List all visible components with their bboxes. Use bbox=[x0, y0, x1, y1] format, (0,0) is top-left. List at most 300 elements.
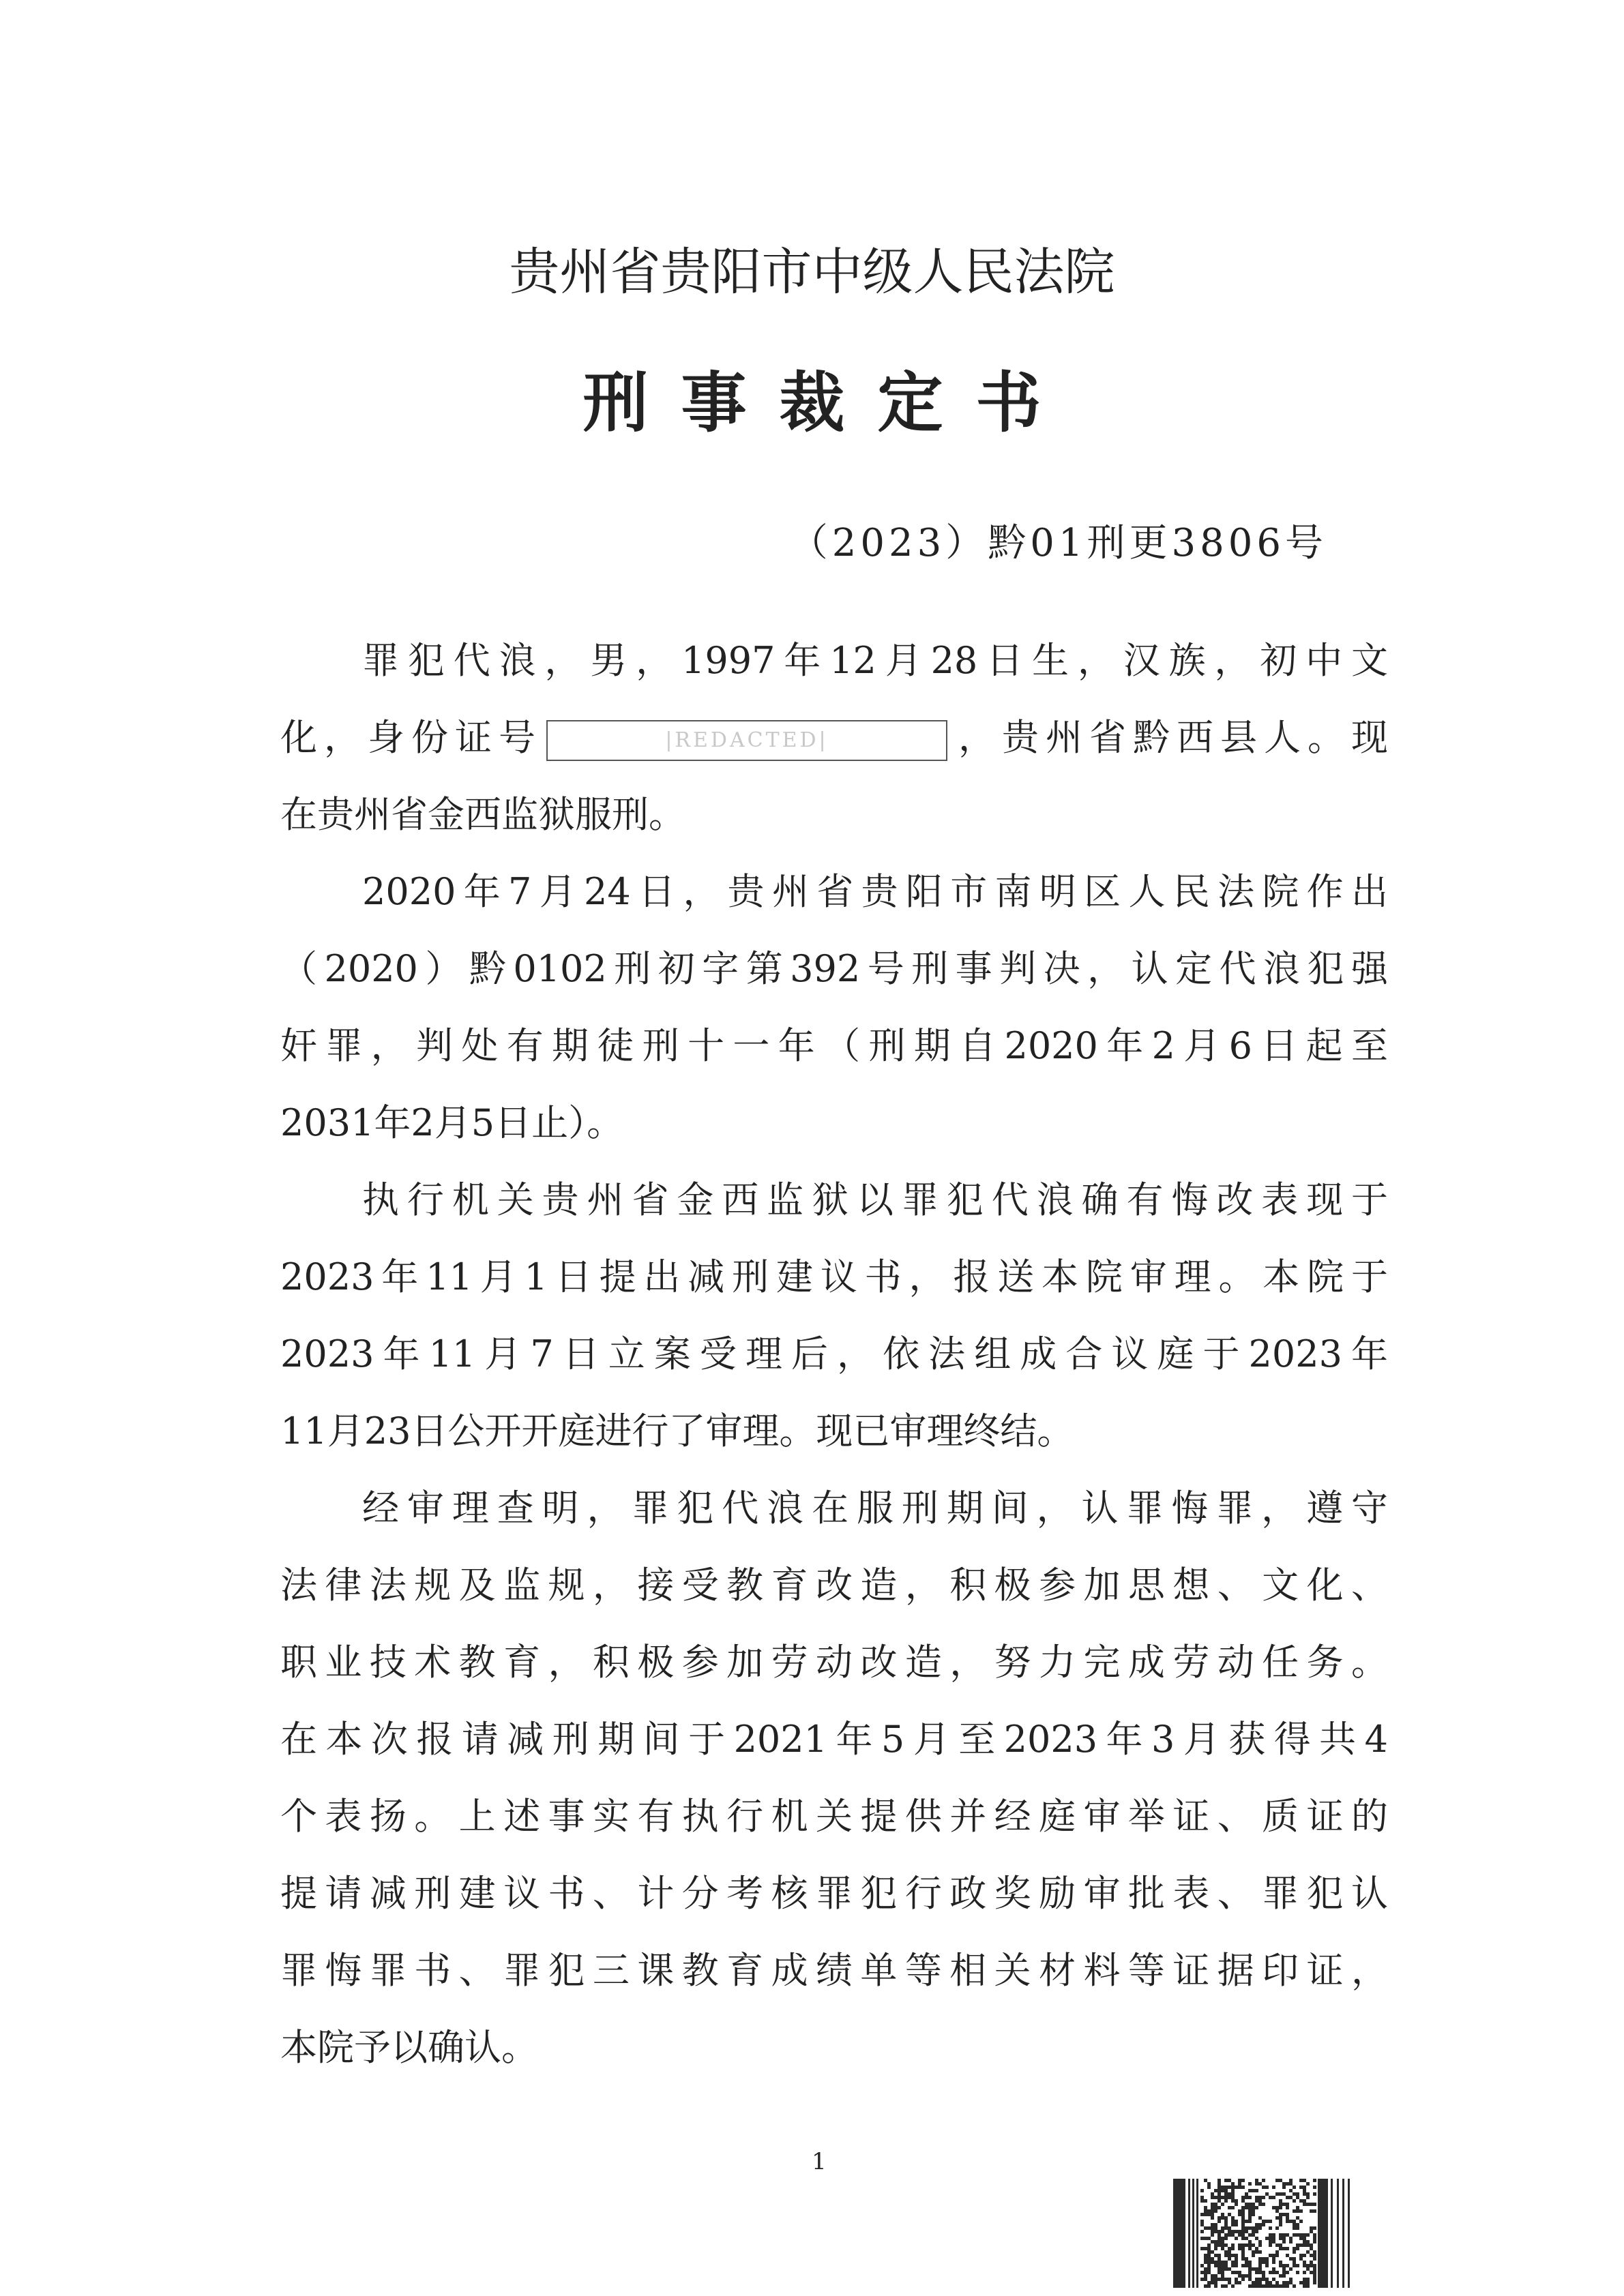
barcode-bar bbox=[1269, 2284, 1272, 2288]
barcode-bar bbox=[1279, 2179, 1282, 2182]
barcode-bar bbox=[1310, 2247, 1313, 2250]
barcode-bar bbox=[1204, 2254, 1207, 2257]
barcode-bar bbox=[1255, 2230, 1258, 2233]
barcode-bar bbox=[1200, 2223, 1204, 2226]
barcode-bar bbox=[1200, 2220, 1204, 2223]
barcode-bar bbox=[1248, 2189, 1252, 2192]
barcode-bar bbox=[1269, 2237, 1272, 2240]
barcode-bar bbox=[1306, 2278, 1310, 2281]
barcode-bar bbox=[1279, 2237, 1282, 2240]
barcode-bar bbox=[1245, 2261, 1248, 2264]
barcode-bar bbox=[1245, 2220, 1248, 2223]
barcode-bar bbox=[1258, 2240, 1262, 2243]
barcode-bar bbox=[1258, 2257, 1262, 2261]
barcode-bar bbox=[1207, 2257, 1211, 2261]
barcode-bar bbox=[1293, 2192, 1296, 2196]
barcode-bar bbox=[1217, 2240, 1221, 2243]
barcode-bar bbox=[1272, 2254, 1275, 2257]
barcode-bar bbox=[1286, 2284, 1289, 2288]
paragraph-line: 罪悔罪书、罪犯三课教育成绩单等相关材料等证据印证， bbox=[280, 1949, 1388, 1992]
barcode-bar bbox=[1245, 2257, 1248, 2261]
barcode-bar bbox=[1228, 2257, 1231, 2261]
barcode-bar bbox=[1293, 2199, 1296, 2203]
barcode-bar bbox=[1299, 2257, 1303, 2261]
barcode-bar bbox=[1255, 2284, 1258, 2288]
barcode-bar bbox=[1238, 2247, 1241, 2250]
barcode-bar bbox=[1211, 2213, 1214, 2216]
barcode-bar bbox=[1221, 2226, 1224, 2230]
barcode-bar bbox=[1231, 2199, 1235, 2203]
barcode-bar bbox=[1303, 2281, 1306, 2284]
barcode-bar bbox=[1224, 2179, 1228, 2182]
barcode-bar bbox=[1204, 2179, 1207, 2182]
barcode-bar bbox=[1279, 2192, 1282, 2196]
barcode-bar bbox=[1231, 2264, 1235, 2267]
barcode-bar bbox=[1255, 2223, 1258, 2226]
barcode-bar bbox=[1289, 2220, 1293, 2223]
barcode-bar bbox=[1296, 2264, 1299, 2267]
barcode-bar bbox=[1231, 2223, 1235, 2226]
barcode-bar bbox=[1241, 2233, 1245, 2237]
barcode-bar bbox=[1238, 2230, 1241, 2233]
barcode-bar bbox=[1296, 2196, 1299, 2199]
barcode-bar bbox=[1228, 2267, 1231, 2271]
barcode-bar bbox=[1252, 2267, 1255, 2271]
barcode-bar bbox=[1265, 2278, 1269, 2281]
barcode-bar bbox=[1313, 2267, 1316, 2271]
barcode-bar bbox=[1293, 2261, 1296, 2264]
barcode-bar bbox=[1255, 2281, 1258, 2284]
barcode-bar bbox=[1306, 2203, 1310, 2206]
barcode-bar bbox=[1282, 2247, 1286, 2250]
barcode-bar bbox=[1299, 2233, 1303, 2237]
barcode-bar bbox=[1200, 2237, 1204, 2240]
barcode-bar bbox=[1272, 2233, 1275, 2237]
barcode-bar bbox=[1217, 2182, 1221, 2186]
barcode-bar bbox=[1211, 2223, 1214, 2226]
barcode-bar bbox=[1313, 2271, 1316, 2274]
barcode-bar bbox=[1217, 2278, 1221, 2281]
barcode-bar bbox=[1211, 2257, 1214, 2261]
barcode-bar bbox=[1310, 2254, 1313, 2257]
barcode-bar bbox=[1211, 2226, 1214, 2230]
barcode-bar bbox=[1204, 2278, 1207, 2281]
barcode-bar bbox=[1265, 2186, 1269, 2189]
barcode-bar bbox=[1228, 2179, 1231, 2182]
barcode-bar bbox=[1306, 2281, 1310, 2284]
barcode-bar bbox=[1255, 2206, 1258, 2209]
barcode-bar bbox=[1207, 2186, 1211, 2189]
barcode-bar bbox=[1224, 2261, 1228, 2264]
barcode-bar bbox=[1204, 2247, 1207, 2250]
barcode-bar bbox=[1262, 2284, 1265, 2288]
barcode-bar bbox=[1272, 2284, 1275, 2288]
barcode-bar bbox=[1224, 2267, 1228, 2271]
barcode-bar bbox=[1248, 2278, 1252, 2281]
barcode-bar bbox=[1211, 2281, 1214, 2284]
barcode-bar bbox=[1303, 2284, 1306, 2288]
barcode-bar bbox=[1231, 2233, 1235, 2237]
barcode-bar bbox=[1279, 2223, 1282, 2226]
barcode-bar bbox=[1306, 2182, 1310, 2186]
barcode-bar bbox=[1207, 2281, 1211, 2284]
barcode-bar bbox=[1207, 2213, 1211, 2216]
barcode-bar bbox=[1228, 2230, 1231, 2233]
barcode-bar bbox=[1238, 2243, 1241, 2247]
barcode-bar bbox=[1310, 2271, 1313, 2274]
barcode-bar bbox=[1241, 2223, 1245, 2226]
barcode-bar bbox=[1303, 2203, 1306, 2206]
barcode-bar bbox=[1275, 2216, 1279, 2220]
barcode-bar bbox=[1262, 2179, 1265, 2182]
barcode-bar bbox=[1207, 2247, 1211, 2250]
barcode-bar bbox=[1214, 2281, 1217, 2284]
case-number: （2023）黔01刑更3806号 bbox=[789, 521, 1327, 565]
redacted-id-box: |REDACTED| bbox=[546, 720, 947, 761]
barcode-bar bbox=[1313, 2254, 1316, 2257]
barcode-bar bbox=[1282, 2182, 1286, 2186]
barcode-bar bbox=[1255, 2179, 1258, 2182]
barcode-bar bbox=[1258, 2278, 1262, 2281]
barcode-bar bbox=[1217, 2257, 1221, 2261]
paragraph-line: 奸罪，判处有期徒刑十一年（刑期自2020年2月6日起至 bbox=[280, 1024, 1388, 1067]
barcode-bar bbox=[1200, 2199, 1204, 2203]
barcode-bar bbox=[1211, 2206, 1214, 2209]
barcode-bar bbox=[1275, 2254, 1279, 2257]
barcode-bar bbox=[1310, 2209, 1313, 2213]
barcode-bar bbox=[1204, 2274, 1207, 2278]
barcode-bar bbox=[1214, 2264, 1217, 2267]
barcode-bar bbox=[1248, 2233, 1252, 2237]
barcode-bar bbox=[1228, 2186, 1231, 2189]
barcode-bar bbox=[1293, 2233, 1296, 2237]
paragraph-line: 执行机关贵州省金西监狱以罪犯代浪确有悔改表现于 bbox=[362, 1178, 1388, 1221]
barcode-bar bbox=[1248, 2209, 1252, 2213]
barcode-bar bbox=[1224, 2223, 1228, 2226]
barcode-bar bbox=[1241, 2230, 1245, 2233]
barcode-bar bbox=[1224, 2254, 1228, 2257]
barcode-bar bbox=[1241, 2196, 1245, 2199]
barcode-bar bbox=[1235, 2186, 1238, 2189]
barcode-bar bbox=[1272, 2257, 1275, 2261]
barcode-bar bbox=[1299, 2186, 1303, 2189]
barcode-bar bbox=[1310, 2230, 1313, 2233]
barcode-bar bbox=[1275, 2271, 1279, 2274]
barcode-bar bbox=[1228, 2250, 1231, 2254]
barcode-bar bbox=[1279, 2203, 1282, 2206]
barcode-bar bbox=[1228, 2206, 1231, 2209]
barcode-bar bbox=[1204, 2199, 1207, 2203]
barcode-bar bbox=[1207, 2226, 1211, 2230]
barcode-bar bbox=[1235, 2203, 1238, 2206]
paragraph-line: 提请减刑建议书、计分考核罪犯行政奖励审批表、罪犯认 bbox=[280, 1872, 1388, 1915]
barcode-bar bbox=[1279, 2284, 1282, 2288]
barcode-bar bbox=[1221, 2247, 1224, 2250]
barcode-bar bbox=[1245, 2196, 1248, 2199]
barcode-bar bbox=[1258, 2267, 1262, 2271]
barcode-bar bbox=[1272, 2206, 1275, 2209]
barcode-bar bbox=[1214, 2243, 1217, 2247]
barcode-bar bbox=[1214, 2261, 1217, 2264]
barcode-bar bbox=[1228, 2226, 1231, 2230]
barcode-bar bbox=[1221, 2203, 1224, 2206]
barcode-bar bbox=[1303, 2264, 1306, 2267]
barcode-bar bbox=[1192, 2179, 1194, 2288]
barcode-bar bbox=[1296, 2226, 1299, 2230]
barcode-bar bbox=[1207, 2254, 1211, 2257]
barcode-bar bbox=[1245, 2203, 1248, 2206]
barcode-bar bbox=[1221, 2189, 1224, 2192]
paragraph-line: 2023年11月7日立案受理后，依法组成合议庭于2023年 bbox=[280, 1332, 1388, 1375]
barcode-bar bbox=[1221, 2196, 1224, 2199]
barcode-bar bbox=[1258, 2250, 1262, 2254]
barcode-bar bbox=[1258, 2223, 1262, 2226]
barcode-bar bbox=[1241, 2213, 1245, 2216]
pdf417-barcode-icon bbox=[1173, 2179, 1352, 2288]
barcode-bar bbox=[1286, 2206, 1289, 2209]
barcode-bar bbox=[1252, 2230, 1255, 2233]
barcode-bar bbox=[1235, 2237, 1238, 2240]
barcode-bar bbox=[1296, 2206, 1299, 2209]
barcode-bar bbox=[1286, 2281, 1289, 2284]
barcode-bar bbox=[1207, 2237, 1211, 2240]
barcode-bar bbox=[1286, 2254, 1289, 2257]
barcode-bar bbox=[1221, 2274, 1224, 2278]
barcode-bar bbox=[1248, 2243, 1252, 2247]
barcode-bar bbox=[1228, 2281, 1231, 2284]
barcode-bar bbox=[1299, 2243, 1303, 2247]
barcode-bar bbox=[1306, 2250, 1310, 2254]
barcode-bar bbox=[1231, 2189, 1235, 2192]
barcode-bar bbox=[1348, 2179, 1350, 2288]
barcode-bar bbox=[1282, 2203, 1286, 2206]
barcode-bar bbox=[1299, 2199, 1303, 2203]
barcode-bar bbox=[1289, 2267, 1293, 2271]
barcode-bar bbox=[1231, 2271, 1235, 2274]
barcode-bar bbox=[1214, 2223, 1217, 2226]
barcode-bar bbox=[1235, 2271, 1238, 2274]
barcode-bar bbox=[1235, 2254, 1238, 2257]
barcode-bar bbox=[1252, 2233, 1255, 2237]
barcode-bar bbox=[1306, 2267, 1310, 2271]
barcode-bar bbox=[1296, 2216, 1299, 2220]
barcode-bar bbox=[1248, 2264, 1252, 2267]
barcode-bar bbox=[1258, 2196, 1262, 2199]
barcode-bar bbox=[1286, 2271, 1289, 2274]
barcode-bar bbox=[1252, 2206, 1255, 2209]
barcode-bar bbox=[1248, 2203, 1252, 2206]
paragraph-line: 罪犯代浪，男，1997年12月28日生，汉族，初中文 bbox=[362, 639, 1388, 682]
barcode-bar bbox=[1289, 2240, 1293, 2243]
barcode-bar bbox=[1217, 2237, 1221, 2240]
barcode-bar bbox=[1231, 2216, 1235, 2220]
barcode-bar bbox=[1217, 2230, 1221, 2233]
barcode-bar bbox=[1231, 2247, 1235, 2250]
barcode-bar bbox=[1214, 2226, 1217, 2230]
barcode-bar bbox=[1296, 2243, 1299, 2247]
barcode-bar bbox=[1299, 2179, 1303, 2182]
barcode-bar bbox=[1217, 2186, 1221, 2189]
barcode-bar bbox=[1204, 2257, 1207, 2261]
barcode-bar bbox=[1296, 2209, 1299, 2213]
barcode-bar bbox=[1282, 2281, 1286, 2284]
barcode-bar bbox=[1275, 2243, 1279, 2247]
barcode-bar bbox=[1282, 2192, 1286, 2196]
barcode-bar bbox=[1217, 2192, 1221, 2196]
barcode-bar bbox=[1207, 2250, 1211, 2254]
barcode-bar bbox=[1272, 2240, 1275, 2243]
court-name: 贵州省贵阳市中级人民法院 bbox=[509, 243, 1115, 301]
barcode-bar bbox=[1318, 2179, 1328, 2288]
barcode-bar bbox=[1238, 2271, 1241, 2274]
barcode-bar bbox=[1282, 2186, 1286, 2189]
barcode-bar bbox=[1207, 2243, 1211, 2247]
barcode-bar bbox=[1313, 2264, 1316, 2267]
barcode-bar bbox=[1279, 2274, 1282, 2278]
barcode-bar bbox=[1241, 2206, 1245, 2209]
barcode-bar bbox=[1313, 2226, 1316, 2230]
barcode-bar bbox=[1303, 2271, 1306, 2274]
barcode-bar bbox=[1313, 2281, 1316, 2284]
barcode-bar bbox=[1313, 2250, 1316, 2254]
barcode-bar bbox=[1221, 2216, 1224, 2220]
barcode-bar bbox=[1252, 2284, 1255, 2288]
paragraph-line: 在本次报请减刑期间于2021年5月至2023年3月获得共4 bbox=[280, 1718, 1388, 1761]
barcode-bar bbox=[1275, 2209, 1279, 2213]
barcode-bar bbox=[1200, 2196, 1204, 2199]
barcode-bar bbox=[1200, 2189, 1204, 2192]
barcode-bar bbox=[1272, 2271, 1275, 2274]
barcode-bar bbox=[1224, 2220, 1228, 2223]
barcode-bar bbox=[1204, 2271, 1207, 2274]
barcode-bar bbox=[1310, 2226, 1313, 2230]
barcode-bar bbox=[1255, 2250, 1258, 2254]
barcode-bar bbox=[1204, 2267, 1207, 2271]
barcode-bar bbox=[1269, 2271, 1272, 2274]
barcode-bar bbox=[1262, 2278, 1265, 2281]
barcode-bar bbox=[1252, 2203, 1255, 2206]
barcode-bar bbox=[1221, 2267, 1224, 2271]
paragraph-line: 11月23日公开开庭进行了审理。现已审理终结。 bbox=[280, 1410, 1074, 1452]
paragraph-line: 个表扬。上述事实有执行机关提供并经庭审举证、质证的 bbox=[280, 1795, 1388, 1838]
barcode-bar bbox=[1262, 2257, 1265, 2261]
barcode-bar bbox=[1224, 2250, 1228, 2254]
barcode-bar bbox=[1217, 2179, 1221, 2182]
barcode-bar bbox=[1217, 2216, 1221, 2220]
barcode-bar bbox=[1235, 2199, 1238, 2203]
barcode-bar bbox=[1265, 2264, 1269, 2267]
barcode-bar bbox=[1214, 2206, 1217, 2209]
barcode-bar bbox=[1282, 2284, 1286, 2288]
barcode-bar bbox=[1258, 2284, 1262, 2288]
barcode-bar bbox=[1286, 2216, 1289, 2220]
barcode-bar bbox=[1293, 2284, 1296, 2288]
barcode-bar bbox=[1231, 2206, 1235, 2209]
barcode-bar bbox=[1252, 2254, 1255, 2257]
barcode-bar bbox=[1204, 2284, 1207, 2288]
barcode-bar bbox=[1258, 2281, 1262, 2284]
barcode-bar bbox=[1310, 2243, 1313, 2247]
barcode-bar bbox=[1279, 2220, 1282, 2223]
barcode-bar bbox=[1306, 2240, 1310, 2243]
barcode-bar bbox=[1289, 2257, 1293, 2261]
barcode-bar bbox=[1282, 2213, 1286, 2216]
barcode-bar bbox=[1269, 2226, 1272, 2230]
page-number: 1 bbox=[812, 2148, 827, 2175]
barcode-bar bbox=[1214, 2240, 1217, 2243]
barcode-bar bbox=[1245, 2264, 1248, 2267]
barcode-bar bbox=[1221, 2213, 1224, 2216]
barcode-bar bbox=[1269, 2233, 1272, 2237]
barcode-bar bbox=[1204, 2226, 1207, 2230]
barcode-bar bbox=[1303, 2261, 1306, 2264]
barcode-bar bbox=[1224, 2233, 1228, 2237]
barcode-bar bbox=[1200, 2230, 1204, 2233]
barcode-bar bbox=[1217, 2206, 1221, 2209]
barcode-bar bbox=[1207, 2264, 1211, 2267]
barcode-bar bbox=[1235, 2281, 1238, 2284]
barcode-bar bbox=[1272, 2186, 1275, 2189]
barcode-bar bbox=[1241, 2226, 1245, 2230]
barcode-bar bbox=[1214, 2203, 1217, 2206]
barcode-bar bbox=[1279, 2243, 1282, 2247]
barcode-bar bbox=[1207, 2271, 1211, 2274]
barcode-bar bbox=[1252, 2281, 1255, 2284]
barcode-bar bbox=[1275, 2179, 1279, 2182]
barcode-bar bbox=[1282, 2233, 1286, 2237]
barcode-bar bbox=[1173, 2179, 1185, 2288]
barcode-bar bbox=[1289, 2281, 1293, 2284]
barcode-bar bbox=[1224, 2189, 1228, 2192]
barcode-bar bbox=[1255, 2189, 1258, 2192]
barcode-bar bbox=[1293, 2186, 1296, 2189]
barcode-bar bbox=[1231, 2284, 1235, 2288]
barcode-bar bbox=[1231, 2186, 1235, 2189]
barcode-bar bbox=[1248, 2267, 1252, 2271]
barcode-bar bbox=[1303, 2189, 1306, 2192]
barcode-bar bbox=[1275, 2226, 1279, 2230]
barcode-bar bbox=[1303, 2237, 1306, 2240]
barcode-bar bbox=[1217, 2233, 1221, 2237]
paragraph-line: 经审理查明，罪犯代浪在服刑期间，认罪悔罪，遵守 bbox=[362, 1487, 1388, 1530]
barcode-bar bbox=[1221, 2264, 1224, 2267]
barcode-bar bbox=[1241, 2237, 1245, 2240]
barcode-bar bbox=[1217, 2264, 1221, 2267]
barcode-bar bbox=[1293, 2220, 1296, 2223]
barcode-bar bbox=[1248, 2271, 1252, 2274]
barcode-bar bbox=[1241, 2243, 1245, 2247]
barcode-bar bbox=[1248, 2261, 1252, 2264]
barcode-bar bbox=[1228, 2192, 1231, 2196]
barcode-bar bbox=[1248, 2182, 1252, 2186]
barcode-bar bbox=[1221, 2243, 1224, 2247]
barcode-bar bbox=[1204, 2213, 1207, 2216]
barcode-bar bbox=[1231, 2243, 1235, 2247]
barcode-bar bbox=[1269, 2220, 1272, 2223]
barcode-bar bbox=[1217, 2261, 1221, 2264]
barcode-bar bbox=[1303, 2192, 1306, 2196]
barcode-bar bbox=[1252, 2209, 1255, 2213]
barcode-bar bbox=[1235, 2223, 1238, 2226]
barcode-bar bbox=[1241, 2199, 1245, 2203]
barcode-bar bbox=[1211, 2230, 1214, 2233]
barcode-bar bbox=[1235, 2264, 1238, 2267]
barcode-bar bbox=[1286, 2203, 1289, 2206]
barcode-bar bbox=[1248, 2213, 1252, 2216]
barcode-bar bbox=[1282, 2264, 1286, 2267]
line-text: ，贵州省黔西县人。现 bbox=[951, 716, 1388, 759]
barcode-bar bbox=[1303, 2240, 1306, 2243]
